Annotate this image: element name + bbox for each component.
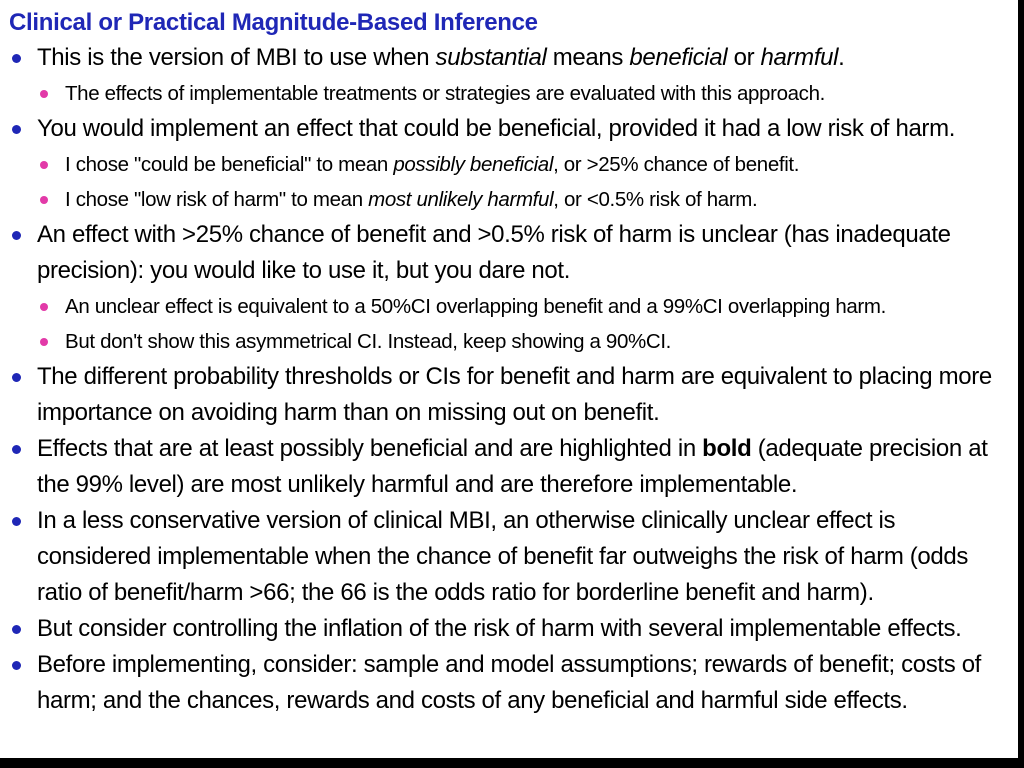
sub-bullet-item (9, 182, 1008, 217)
bullet-text: An effect with >25% chance of benefit and >0.5% risk of harm is unclear (has inadequate precision): you would like to use it, but you dare not. (37, 221, 951, 284)
bullet-dot-icon (12, 373, 21, 382)
bullet-item (9, 40, 1008, 76)
bullet-text: The different probability thresholds or CIs for benefit and harm are equivalent to placing more importance on avoiding harm than on missing out on benefit. (37, 363, 992, 426)
sub-bullet-text: An unclear effect is equivalent to a 50%CI overlapping benefit and a 99%CI overlapping harm. (65, 295, 886, 318)
sub-bullet-text-part: , or <0.5% risk of harm. (553, 188, 758, 211)
bullet-dot-icon (12, 661, 21, 670)
bullet-item (9, 503, 1008, 611)
bullet-item (9, 611, 1008, 647)
sub-bullet-item (9, 147, 1008, 182)
sub-bullet-item (9, 289, 1008, 324)
sub-bullet-item (9, 76, 1008, 111)
bullet-text-part: (adequate precision at the 99% level) are most unlikely harmful and are therefore implementable. (37, 435, 988, 498)
bullet-text: In a less conservative version of clinical MBI, an otherwise clinically unclear effect is considered implementable when the chance of benefit far outweighs the risk of harm (odds ratio of benefit/harm >66; the 66 is the odds ratio for borderline benefit and harm). (37, 507, 969, 606)
bullet-text-part: . (838, 44, 845, 71)
bullet-dot-icon (12, 125, 21, 134)
bullet-item (9, 647, 1008, 719)
bullet-text-part: This is the version of MBI to use when (37, 44, 436, 71)
bullet-text-part: means (546, 44, 630, 71)
bullet-text-bold: bold (702, 435, 752, 462)
bullet-item (9, 217, 1008, 289)
sub-bullet-dot-icon (40, 303, 48, 311)
bullet-dot-icon (12, 54, 21, 63)
sub-bullet-dot-icon (40, 338, 48, 346)
sub-bullet-text: The effects of implementable treatments or strategies are evaluated with this approach. (65, 82, 825, 105)
bullet-text-italic: substantial (435, 44, 547, 71)
bullet-dot-icon (12, 625, 21, 634)
bullet-text: But consider controlling the inflation of the risk of harm with several implementable effects. (37, 615, 962, 642)
bullet-text-italic: beneficial (629, 44, 728, 71)
sub-bullet-dot-icon (40, 161, 48, 169)
bullet-text-part: Effects that are at least possibly beneficial and are highlighted in (37, 435, 703, 462)
bullet-text-part: or (727, 44, 761, 71)
bullet-list (9, 40, 1008, 719)
sub-bullet-text: But don't show this asymmetrical CI. Instead, keep showing a 90%CI. (65, 330, 672, 353)
sub-bullet-text-part: I chose "could be beneficial" to mean (65, 153, 394, 176)
bullet-dot-icon (12, 445, 21, 454)
bullet-text: You would implement an effect that could be beneficial, provided it had a low risk of harm. (37, 115, 956, 142)
sub-bullet-item (9, 324, 1008, 359)
bullet-dot-icon (12, 231, 21, 240)
slide-title: Clinical or Practical Magnitude-Based Inference (9, 9, 538, 36)
sub-bullet-text-part: , or >25% chance of benefit. (553, 153, 800, 176)
sub-bullet-dot-icon (40, 196, 48, 204)
bullet-item (9, 431, 1008, 503)
sub-bullet-text-part: I chose "low risk of harm" to mean (65, 188, 369, 211)
bullet-text: Before implementing, consider: sample and model assumptions; rewards of benefit; costs of harm; and the chances, rewards and costs of any beneficial and harmful side effects. (37, 651, 982, 714)
sub-bullet-text-italic: most unlikely harmful (368, 188, 554, 211)
sub-bullet-dot-icon (40, 90, 48, 98)
bullet-dot-icon (12, 517, 21, 526)
bullet-text-italic: harmful (760, 44, 839, 71)
bullet-item (9, 111, 1008, 147)
bullet-item (9, 359, 1008, 431)
sub-bullet-text-italic: possibly beneficial (393, 153, 554, 176)
